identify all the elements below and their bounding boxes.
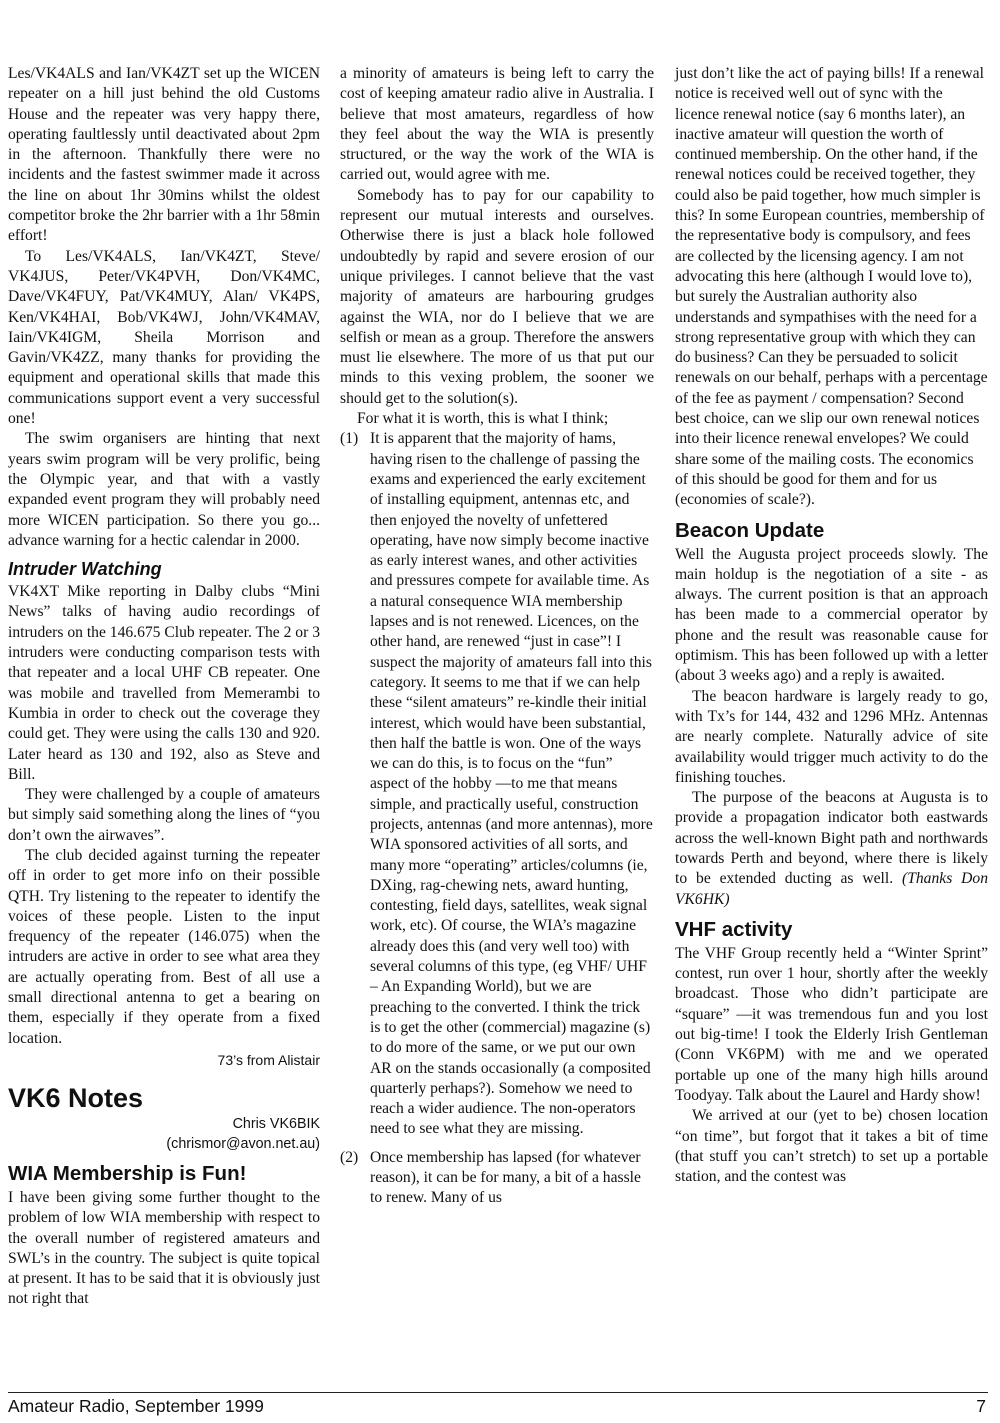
list-item-1 bbox=[340, 429, 654, 1139]
page-number: 7 bbox=[976, 1396, 986, 1416]
list-item-2-text: Once membership has lapsed (for whatever reason), it can be for many, a bit of a hassle to renew. Many of us bbox=[370, 1148, 641, 1207]
list-item-2 bbox=[340, 1148, 654, 1209]
membership-paragraph-1: I have been giving some further thought to the problem of low WIA membership with respect to the overall number of registered amateurs and SWL’s in the country. The subject is quite topical at present. It has to be said that it is obviously just not right that bbox=[8, 1188, 320, 1308]
column-1 bbox=[8, 64, 320, 1310]
col2-paragraph-1: a minority of amateurs is being left to carry the cost of keeping amateur radio alive in Australia. I believe that most amateurs, regardless of how they feel about the way the WIA is presently structured, or the way the work of the WIA is carried out, would agree with me. bbox=[340, 65, 654, 184]
beacon-paragraph-3 bbox=[675, 788, 988, 910]
publication-title: Amateur Radio, September 1999 bbox=[8, 1396, 264, 1416]
wicen-paragraph-1: Les/VK4ALS and Ian/VK4ZT set up the WICEN repeater on a hill just behind the old Customs House and the repeater was very happy there, operating faultlessly until deactivated about 2pm in the afternoon. Thankfully there were no incidents and the fastest swimmer made it across the line on about 1hr 30mins whilst the oldest competitor broke the 2hr barrier with a 1hr 58min effort! bbox=[8, 65, 320, 245]
list-item-2-number: (2) bbox=[340, 1148, 359, 1166]
intruder-paragraph-1: VK4XT Mike reporting in Dalby clubs “Mini News” talks of having audio recordings of intruders on the 146.675 Club repeater. The 2 or 3 intruders were conducting comparison tests with that repeater and a local UHF CB repeater. One was mobile and travelled from Memerambi to Kumbia in order to check out the coverage they could get. They were using the calls 130 and 920. Later heard as 130 and 192, also as Steve and Bill. bbox=[8, 583, 320, 783]
wicen-paragraph-3: The swim organisers are hinting that next years swim program will be very prolific, being the Olympic year, and that with a vastly expanded event program they will probably need more WICEN participation. So there you go... advance warning for a hectic calendar in 2000. bbox=[8, 430, 320, 549]
vhf-activity-heading: VHF activity bbox=[675, 917, 793, 941]
vk6-notes-title: VK6 Notes bbox=[8, 1082, 144, 1113]
beacon-paragraph-1: Well the Augusta project proceeds slowly. The main holdup is the negotiation of a site - as always. The current position is that an approach has been made to a commercial operator by phone and the result was reasonable cause for optimism. This has been followed up with a letter (about 3 weeks ago) and a reply is awaited. bbox=[675, 545, 988, 685]
column-2 bbox=[340, 64, 654, 1209]
intruder-paragraph-3: The club decided against turning the repeater off in order to get more info on their possible QTH. Try listening to the repeater to identify the voices of these people. Listen to the input frequency of the repeater (146.075) when the intruders are active in order to see what area they are actually operating from. Best of all use a small directional antenna to get a bearing on them, especially if they operate from a fixed location. bbox=[8, 846, 320, 1047]
signoff: 73’s from Alistair bbox=[217, 1051, 320, 1068]
intruder-watching-heading: Intruder Watching bbox=[8, 559, 162, 580]
list-item-1-number: (1) bbox=[340, 430, 359, 448]
vhf-paragraph-2: We arrived at our (yet to be) chosen location “on time”, but forgot that it takes a bit of time (that stuff you can’t stretch) to set up a portable station, and the contest was bbox=[675, 1107, 988, 1186]
column-3 bbox=[675, 64, 988, 1187]
intruder-paragraph-2: They were challenged by a couple of amateurs but simply said something along the lines of “you don’t own the airwaves”. bbox=[8, 786, 320, 844]
col2-paragraph-2: Somebody has to pay for our capability to represent our mutual interests and ourselves. Otherwise there is just a black hole followed undoubtedly by rapid and severe erosion of our unique privileges. I cannot believe that the vast majority of amateurs are harbouring grudges against the WIA, nor do I believe that we are selfish or mean as a group. Therefore the answers must lie elsewhere. The more of us that put our minds to this vexing problem, the sooner we should get to the solution(s). bbox=[340, 186, 654, 407]
col2-paragraph-3: For what it is worth, this is what I think; bbox=[357, 410, 609, 428]
beacon-paragraph-2: The beacon hardware is largely ready to go, with Tx’s for 144, 432 and 1296 MHz. Antennas are nearly complete. Naturally advice of site availability would trigger much activity to do the finishing touches. bbox=[675, 687, 988, 786]
beacon-update-heading: Beacon Update bbox=[675, 518, 825, 542]
author-email: (chrismor@avon.net.au) bbox=[166, 1135, 320, 1152]
footer-rule bbox=[8, 1392, 988, 1393]
page-footer bbox=[8, 1396, 986, 1417]
vhf-paragraph-1: The VHF Group recently held a “Winter Sprint” contest, run over 1 hour, shortly after the weekly broadcast. Those who didn’t participate are “square” —it was tremendous fun and you lost out big-time! I took the Elderly Irish Gentleman (Conn VK6PM) with me and we operated portable up one of the many high hills around Toodyay. Talk about the Laurel and Hardy show! bbox=[675, 944, 988, 1104]
col3-paragraph-1: just don’t like the act of paying bills! If a renewal notice is received well out of sync with the licence renewal notice (say 6 months later), an inactive amateur will question the worth of continued membership. On the other hand, if the renewal notices could be received together, they could also be paid together, how much simpler is this? In some European countries, membership of the representative body is compulsory, and fees are collected by the licensing agency. I am not advocating this here (although I would love to), but surely the Australian authority also understands and sympathises with the need for a strong representative group with which they can do business? Can they be persuaded to solicit renewals on our behalf, perhaps with a percentage of the fee as payment / compensation? Second best choice, can we slip our own renewal notices into their licence renewal envelopes? We could share some of the mailing costs. The economics of this should be good for them and for us (economies of scale?). bbox=[675, 65, 988, 509]
list-item-1-text: It is apparent that the majority of hams, having risen to the challenge of passing the exams and experienced the early excitement of installing equipment, antennas etc, and then enjoyed the novelty of unfettered operating, have now simply become inactive as early interest wanes, and other activities and pressures compete for available time. As a natural consequence WIA membership lapses and is not renewed. Licences, on the other hand, are renewed “just in case”! I suspect the majority of amateurs fall into this category. It seems to me that if we can help these “silent amateurs” re-kindle their initial interest, which would have been substantial, then half the battle is won. One of the ways we can do this, is to focus on the “fun” aspect of the hobby —to me that means simple, and practically useful, construction projects, antennas (and more antennas), more WIA sponsored activities of all sorts, and many more “operating” articles/columns (ie, DXing, rag-chewing nets, award hunting, contesting, field days, satellites, weak signal work, etc). Of course, the WIA’s magazine already does this (and very well too) with several columns of this type, (eg VHF/ UHF – An Expanding World), but we are preaching to the converted. I think the trick is to get the other (commercial) magazine (s) to do more of the same, or we put our own AR on the stands occasionally (a composited quarterly perhaps?). Somehow we need to reach a wider audience. The non-operators need to see what they are missing. bbox=[370, 430, 653, 1138]
author-byline: Chris VK6BIK bbox=[232, 1115, 320, 1132]
beacon-paragraph-3-text: The purpose of the beacons at Augusta is to provide a propagation indicator both eastwards across the well-known Bight path and northwards towards Perth and beyond, where there is likely to be extended ducting as well. bbox=[675, 789, 988, 888]
membership-heading: WIA Membership is Fun! bbox=[8, 1161, 247, 1185]
wicen-paragraph-2: To Les/VK4ALS, Ian/VK4ZT, Steve/ VK4JUS, Peter/VK4PVH, Don/VK4MC, Dave/VK4FUY, Pat/VK4MUY, Alan/ VK4PS, Ken/VK4HAI, Bob/VK4WJ, John/VK4MAV, Iain/VK4IGM, Sheila Morrison and Gavin/VK4ZZ, many thanks for providing the equipment and operational skills that made this communications support event a very successful one! bbox=[8, 247, 320, 428]
beacon-credit: (Thanks Don VK6HK) bbox=[675, 870, 989, 908]
